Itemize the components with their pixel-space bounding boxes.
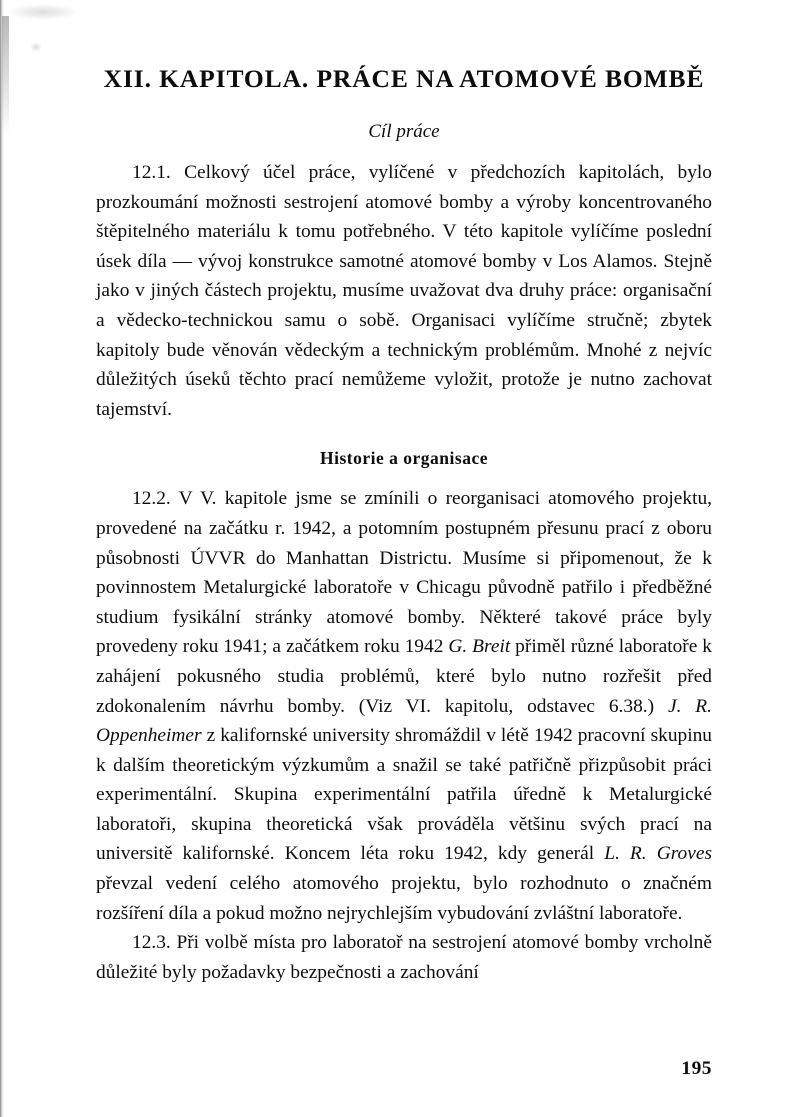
heading-spacer <box>96 424 712 446</box>
paragraph-body-12-1: Celkový účel práce, vylíčené v předchozích kapitolách, bylo prozkoumání možnosti sestrojení atomové bomby a výroby koncentrovaného štěpitelného materiálu k tomu potřebného. V této kapitole vylíčíme poslední úsek díla — vývoj konstrukce samotné atomové bomby v Los Alamos. Stejně jako v jiných částech projektu, musíme uvažovat dva druhy práce: organisační a vědecko-technickou samu o sobě. Organisaci vylíčíme stručně; zbytek kapitoly bude věnován vědeckým a technickým problémům. Mnohé z nejvíc důležitých úseků těchto prací nemůžeme vyložit, protože je nutno zachovat tajemství. <box>96 162 712 420</box>
paragraph-body-12-2-part2: přiměl různé laboratoře k zahájení pokusného studia problémů, které bylo nutno rozřešit před zdokonalením návrhu bomby. (Viz VI. kapitolu, odstavec 6.38.) <box>96 636 712 717</box>
paragraph-body-12-3: Při volbě místa pro laboratoř na sestrojení atomové bomby vrcholně důležité byly požadavky bezpečnosti a zachování <box>96 932 712 983</box>
paragraph-body-12-2-part1: V V. kapitole jsme se zmínili o reorganisaci atomového projektu, provedené na začátku r. 1942, a potomním postupném přesunu prací z oboru působnosti ÚVVR do Manhattan Districtu. Musíme si připomenout, že k povinnostem Metalurgické laboratoře v Chicagu původně patřilo i předběžné studium fysikální stránky atomové bomby. Některé takové práce byly provedeny roku 1941; a začátkem roku 1942 <box>96 488 713 658</box>
section-heading-historie: Historie a organisace <box>320 448 488 469</box>
scan-edge-artifact <box>0 0 4 1117</box>
paragraph-12-2 <box>96 484 712 928</box>
person-name-groves: L. R. Groves <box>604 843 712 865</box>
paragraph-body-12-2-part3: z kalifornské university shromáždil v létě 1942 pracovní skupinu k dalším theoretickým výzkumům a snažil se také patřičně přizpůsobit práci experimentální. Skupina experimentální patřila úředně k Metalurgické laboratoři, skupina theoretická však prováděla většinu svých prací na universitě kalifornské. Koncem léta roku 1942, kdy generál <box>96 725 712 865</box>
chapter-title: XII. KAPITOLA. PRÁCE NA ATOMOVÉ BOMBĚ <box>103 64 705 93</box>
person-name-oppenheimer: J. R. Oppenheimer <box>96 695 713 747</box>
person-name-breit: G. Breit <box>448 636 511 658</box>
scan-smudge-left <box>2 16 9 136</box>
paragraph-body-12-2-part4: převzal vedení celého atomového projektu, bylo rozhodnuto o značném rozšíření díla a pokud možno nejrychlejším vybudování zvláštní laboratoře. <box>96 873 712 924</box>
scan-speck <box>30 42 42 52</box>
paragraph-number-12-1: 12.1. <box>132 162 171 183</box>
paragraph-12-3 <box>96 928 712 987</box>
page-content <box>96 62 712 987</box>
paragraph-number-12-2: 12.2. <box>132 488 171 510</box>
scan-smudge-top <box>8 4 78 20</box>
paragraph-number-12-3: 12.3. <box>132 932 171 954</box>
section-subtitle: Cíl práce <box>368 121 440 142</box>
paragraph-12-1 <box>96 158 712 424</box>
page-number: 195 <box>681 1058 712 1079</box>
